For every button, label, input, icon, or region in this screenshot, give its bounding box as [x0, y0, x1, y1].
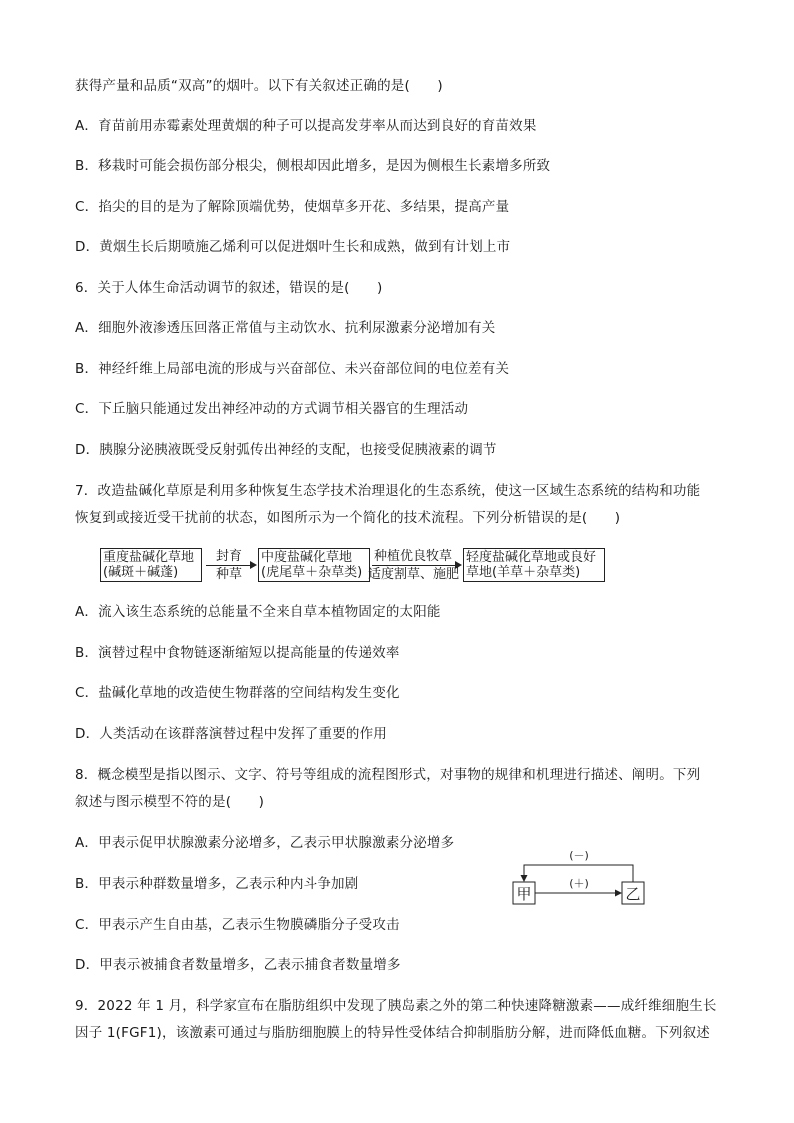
- q8-option-b: B．甲表示种群数量增多，乙表示种内斗争加剧: [75, 876, 359, 892]
- q5-option-c: C．掐尖的目的是为了解除顶端优势，使烟草多开花、多结果，提高产量: [75, 199, 510, 215]
- flow-arrow2-top-label: 种植优良牧草: [374, 549, 453, 564]
- q7-option-b: B．演替过程中食物链逐渐缩短以提高能量的传递效率: [75, 645, 400, 661]
- concept-model-diagram: [505, 845, 655, 910]
- flow-arrow2-bottom-label: 适度割草、施肥: [368, 567, 460, 582]
- q7-option-d: D．人类活动在该群落演替过程中发挥了重要的作用: [75, 726, 387, 742]
- flow-box-severe-title: 重度盐碱化草地: [103, 550, 195, 565]
- flow-box-severe: [100, 548, 202, 582]
- flow-arrow1-top-label: 封育: [216, 549, 243, 564]
- model-label-jia: 甲: [516, 885, 532, 903]
- flow-arrow2: [372, 565, 456, 566]
- q7-option-a: A．流入该生态系统的总能量不全来自草本植物固定的太阳能: [75, 604, 441, 620]
- q6-option-d: D．胰腺分泌胰液既受反射弧传出神经的支配，也接受促胰液素的调节: [75, 442, 497, 458]
- model-positive-label: (＋): [569, 877, 589, 890]
- q8-option-c: C．甲表示产生自由基，乙表示生物膜磷脂分子受攻击: [75, 917, 400, 933]
- flow-box-light: [463, 548, 605, 582]
- flow-box-moderate: [258, 548, 370, 582]
- flow-box-light-species: 草地(羊草＋杂草类): [466, 565, 581, 580]
- q7-option-c: C．盐碱化草地的改造使生物群落的空间结构发生变化: [75, 685, 400, 701]
- flow-box-moderate-title: 中度盐碱化草地: [261, 550, 353, 565]
- q6-option-c: C．下丘脑只能通过发出神经冲动的方式调节相关器官的生理活动: [75, 401, 469, 417]
- flow-box-moderate-species: (虎尾草＋杂草类): [261, 565, 363, 580]
- model-negative-label: (－): [569, 849, 589, 862]
- model-label-yi: 乙: [625, 885, 641, 903]
- q5-option-a: A．育苗前用赤霉素处理黄烟的种子可以提高发芽率从而达到良好的育苗效果: [75, 118, 537, 134]
- model-feedback-arrowhead: [521, 875, 528, 882]
- q8-stem-line1: 8．概念模型是指以图示、文字、符号等组成的流程图形式，对事物的规律和机理进行描述、阐明。下列: [75, 767, 701, 783]
- q8-option-d: D．甲表示被捕食者数量增多，乙表示捕食者数量增多: [75, 957, 401, 973]
- flow-arrow1-bottom-label: 种草: [216, 567, 243, 582]
- q6-stem: 6．关于人体生命活动调节的叙述，错误的是( ): [75, 280, 383, 296]
- flow-box-light-title: 轻度盐碱化草地或良好: [466, 550, 597, 565]
- q5-option-b: B．移栽时可能会损伤部分根尖，侧根却因此增多，是因为侧根生长素增多所致: [75, 158, 551, 174]
- q9-stem-line2: 因子 1(FGF1)，该激素可通过与脂肪细胞膜上的特异性受体结合抑制脂肪分解，进而降低血糖。下列叙述: [75, 1025, 710, 1041]
- model-forward-arrowhead: [615, 890, 622, 897]
- q7-stem-line1: 7．改造盐碱化草原是利用多种恢复生态学技术治理退化的生态系统，使这一区域生态系统的结构和功能: [75, 483, 701, 499]
- q6-option-b: B．神经纤维上局部电流的形成与兴奋部位、未兴奋部位间的电位差有关: [75, 361, 510, 377]
- q5-option-d: D．黄烟生长后期喷施乙烯利可以促进烟叶生长和成熟，做到有计划上市: [75, 239, 511, 255]
- flow-arrow1: [206, 565, 252, 566]
- q6-option-a: A．细胞外液渗透压回落正常值与主动饮水、抗利尿激素分泌增加有关: [75, 320, 496, 336]
- q5-stem-continued: 获得产量和品质“双高”的烟叶。以下有关叙述正确的是( ): [75, 78, 443, 94]
- q8-stem-line2: 叙述与图示模型不符的是( ): [75, 794, 265, 810]
- q8-option-a: A．甲表示促甲状腺激素分泌增多，乙表示甲状腺激素分泌增多: [75, 835, 455, 851]
- q9-stem-line1: 9．2022 年 1 月，科学家宣布在脂肪组织中发现了胰岛素之外的第二种快速降糖激素——成纤维细胞生长: [75, 998, 717, 1014]
- flow-arrow1-head: [250, 561, 257, 569]
- flow-box-severe-species: (碱斑＋碱蓬): [103, 565, 179, 580]
- q7-stem-line2: 恢复到或接近受干扰前的状态，如图所示为一个简化的技术流程。下列分析错误的是( ): [75, 510, 621, 526]
